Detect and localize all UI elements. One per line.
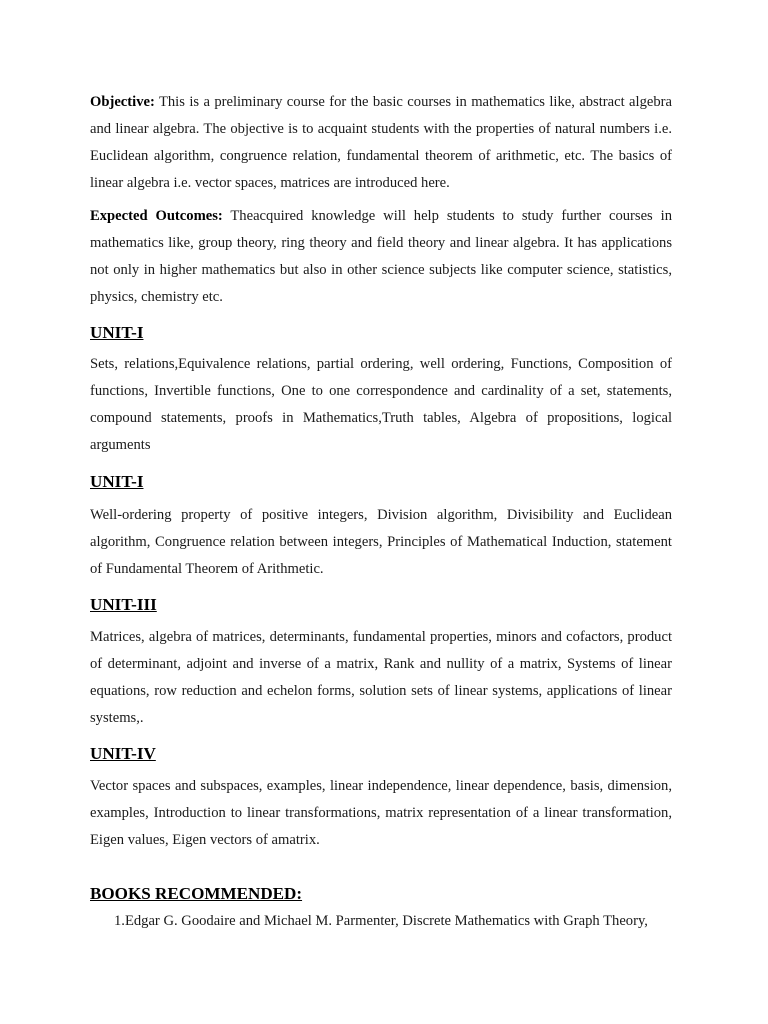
- unit-4-heading: UNIT-IV: [90, 744, 156, 763]
- unit-1-heading: UNIT-I: [90, 323, 144, 342]
- outcomes-label: Expected Outcomes:: [90, 208, 223, 224]
- objective-label: Objective:: [90, 94, 155, 110]
- books-heading: BOOKS RECOMMENDED:: [90, 884, 303, 903]
- unit-2-text: Well-ordering property of positive integers, Division algorithm, Divisibility and Euclidean algorithm, Congruence relation between integers, Principles of Mathematical Induction, statement of Fundamental Theorem of Arithmetic.: [90, 507, 672, 577]
- unit-4-text: Vector spaces and subspaces, examples, linear independence, linear dependence, basis, dimension, examples, Introduction to linear transformations, matrix representation of a linear transformation, Eigen values, Eigen vectors of amatrix.: [90, 778, 672, 848]
- unit-2-heading: UNIT-I: [90, 472, 144, 491]
- unit-1-text: Sets, relations,Equivalence relations, partial ordering, well ordering, Functions, Composition of functions, Invertible functions, One to one correspondence and cardinality of a set, statements, compound statements, proofs in Mathematics,Truth tables, Algebra of propositions, logical arguments: [90, 356, 672, 453]
- outcomes-paragraph: [90, 203, 672, 311]
- unit-3-heading: UNIT-III: [90, 595, 157, 614]
- objective-text: This is a preliminary course for the basic courses in mathematics like, abstract algebra and linear algebra. The objective is to acquaint students with the properties of natural numbers i.e. Euclidean algorithm, congruence relation, fundamental theorem of arithmetic, etc. The basics of linear algebra i.e. vector spaces, matrices are introduced here.: [90, 94, 672, 191]
- outcomes-text: Theacquired knowledge will help students to study further courses in mathematics like, group theory, ring theory and field theory and linear algebra. It has applications not only in higher mathematics but also in other science subjects like computer science, statistics, physics, chemistry etc.: [90, 208, 672, 305]
- book-item: 1.Edgar G. Goodaire and Michael M. Parmenter, Discrete Mathematics with Graph Theory,: [114, 913, 648, 929]
- objective-paragraph: [90, 89, 672, 197]
- unit-3-text: Matrices, algebra of matrices, determinants, fundamental properties, minors and cofactors, product of determinant, adjoint and inverse of a matrix, Rank and nullity of a matrix, Systems of linear equations, row reduction and echelon forms, solution sets of linear systems, applications of linear systems,.: [90, 629, 672, 726]
